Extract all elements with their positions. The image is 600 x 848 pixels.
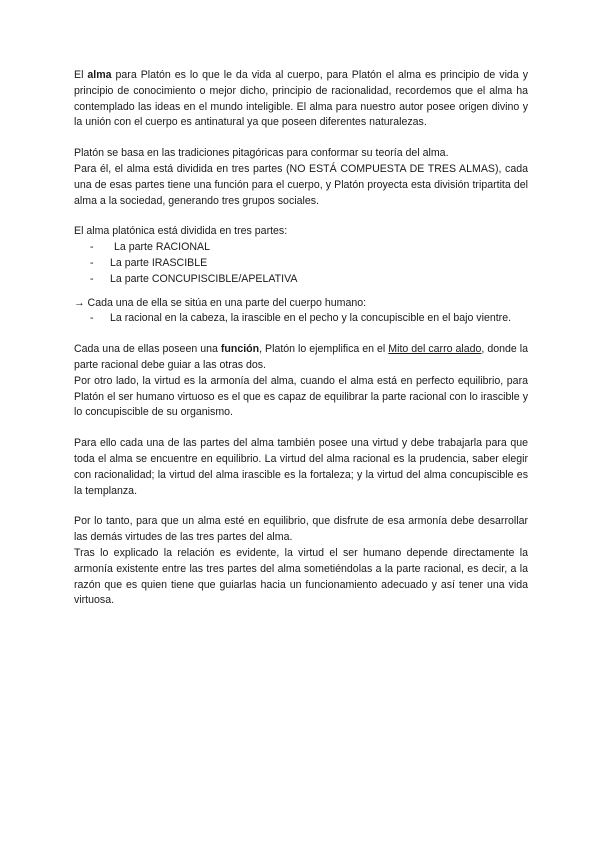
list-soul-parts — [74, 240, 528, 287]
paragraph-function — [74, 342, 528, 374]
text-run: Cada una de ellas poseen una — [74, 343, 221, 356]
paragraph-conclusion: Tras lo explicado la relación es evidente, la virtud el ser humano depende directamente la armonía existente entre las tres partes del alma sometiéndolas a la parte racional, es decir, a la razón que es quien tiene que guiarlas hacia un funcionamiento adecuado y así tener una vida virtuosa. — [74, 546, 528, 607]
list-item-label: La parte IRASCIBLE — [110, 256, 208, 269]
dash-marker: - — [90, 272, 94, 285]
list-item — [74, 311, 528, 327]
paragraph-pythagorean: Platón se basa en las tradiciones pitagóricas para conformar su teoría del alma. — [74, 147, 449, 160]
text-run: , Platón lo ejemplifica en el — [259, 343, 389, 356]
link-mito-carro-alado[interactable]: Mito del carro alado — [388, 343, 482, 356]
list-item-label: La racional en la cabeza, la irascible en el pecho y la concupiscible en el bajo vientre. — [110, 312, 512, 325]
text-run: El — [74, 69, 88, 81]
list-item-label: La parte CONCUPISCIBLE/APELATIVA — [110, 272, 298, 285]
bold-term-alma: alma — [87, 69, 112, 81]
paragraph-equilibrium: Por lo tanto, para que un alma esté en equilibrio, que disfrute de esa armonía debe desarrollar las demás virtudes de las tres partes del alma. — [74, 515, 528, 544]
list-item — [74, 256, 528, 272]
list-item — [74, 272, 528, 288]
paragraph-alma-definition — [74, 68, 528, 131]
list-item — [74, 240, 528, 256]
dash-marker: - — [90, 312, 94, 325]
paragraph-three-parts-intro: El alma platónica está dividida en tres partes: — [74, 225, 288, 238]
paragraph-tripartite: Para él, el alma está dividida en tres partes (NO ESTÁ COMPUESTA DE TRES ALMAS), cada una de esas partes tiene una función para el cuerpo, y Platón proyecta esta división tripartita del alma a la sociedad, generando tres grupos sociales. — [74, 162, 528, 207]
list-item-label: La parte RACIONAL — [114, 241, 210, 254]
list-body-location — [74, 311, 528, 327]
dash-marker: - — [90, 241, 94, 254]
paragraph-body-location: → Cada una de ella se sitúa en una parte del cuerpo humano: — [74, 296, 367, 309]
document-body — [74, 68, 528, 609]
text-run: para Platón es lo que le da vida al cuerpo, para Platón el alma es principio de vida y principio de conocimiento o mejor dicho, principio de racionalidad, recordemos que el alma ha contemplado las ideas en el mundo inteligible. El alma para nuestro autor posee origen divino y la unión con el cuerpo es antinatural ya que poseen diferentes naturalezas. — [74, 69, 528, 129]
bold-term-funcion: función — [220, 343, 260, 356]
paragraph-virtues-of-parts: Para ello cada una de las partes del alma también posee una virtud y debe trabajarla para que toda el alma se encuentre en equilibrio. La virtud del alma racional es la prudencia, saber elegir con racionalidad; la virtud del alma irascible es la fortaleza; y la virtud del alma concupiscible es la templanza. — [74, 437, 528, 497]
text-run: , donde la parte racional debe guiar a las otras dos. — [74, 343, 529, 371]
paragraph-virtue-harmony: Por otro lado, la virtud es la armonía del alma, cuando el alma está en perfecto equilibrio, para Platón el ser humano virtuoso es el que es capaz de equilibrar la parte racional con lo irascible y lo concupiscible de su organismo. — [74, 374, 528, 419]
dash-marker: - — [90, 256, 94, 269]
